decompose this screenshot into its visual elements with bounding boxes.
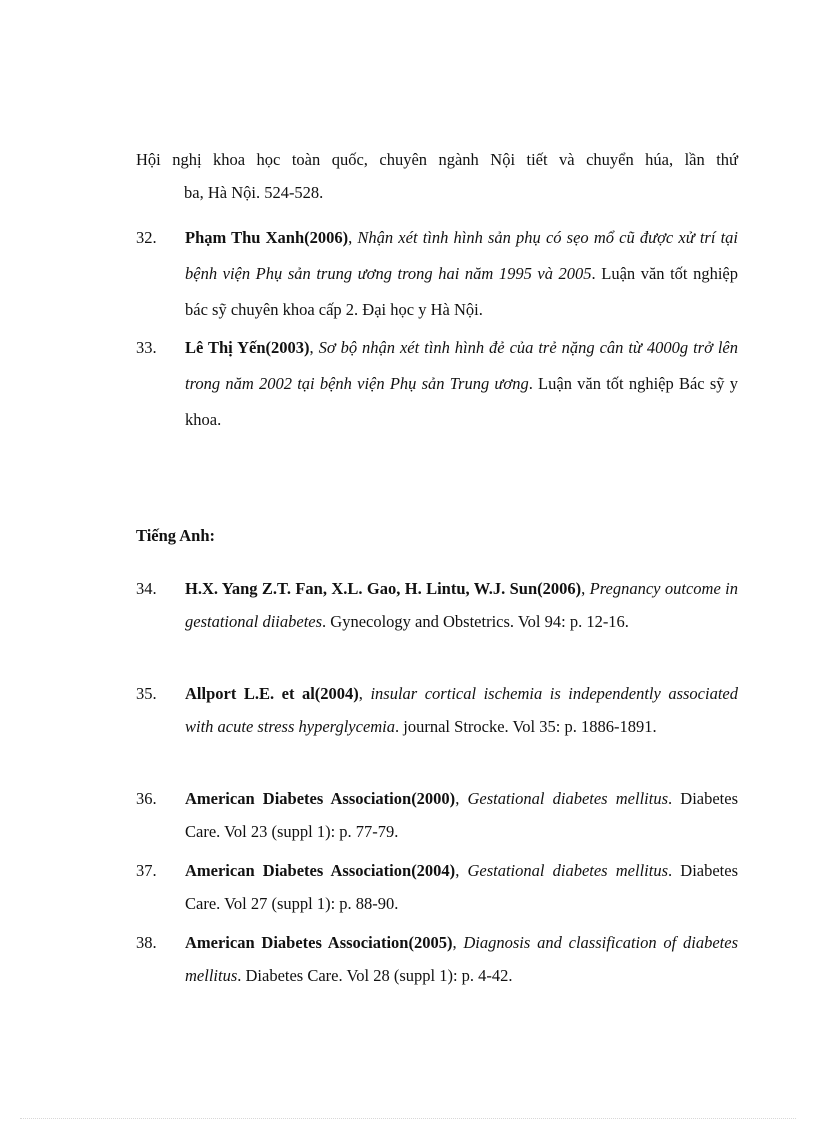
reference-title: Nhận xét tình hình sản phụ có sẹo mổ cũ được xử trí tại bệnh viện Phụ sản trung ương trong hai năm 1995 và 2005 [185,228,739,283]
reference-details: . Gynecology and Obstetrics. Vol 94: p. 12-16. [322,611,629,631]
continued-reference-line-2: ba, Hà Nội. 524-528. [184,183,324,202]
reference-separator: , [348,228,353,247]
reference-details: . Luận văn tốt nghiệp bác sỹ chuyên khoa cấp 2. Đại học y Hà Nội. [185,264,738,319]
reference-authors: American Diabetes Association(2004) [185,861,456,880]
reference-text [185,220,738,328]
reference-number: 32. [136,228,157,247]
reference-title: Sơ bộ nhận xét tình hình đẻ của trẻ nặng cân từ 4000g trở lên trong năm 2002 tại bệnh viện Phụ sản Trung ương [185,338,738,393]
reference-title: Gestational diabetes mellitus [467,861,668,880]
reference-number: 37. [136,861,157,880]
reference-details: . Diabetes Care. Vol 23 (suppl 1): p. 77-79. [185,789,738,841]
reference-title: Gestational diabetes mellitus [467,789,668,808]
reference-authors: American Diabetes Association(2005) [185,933,453,952]
reference-text [185,927,738,992]
reference-number: 33. [136,338,157,357]
reference-text [185,783,738,848]
continued-reference [136,143,738,209]
reference-item [136,783,738,848]
reference-separator: , [452,933,457,952]
page-bottom-divider [20,1118,796,1119]
section-heading: Tiếng Anh: [136,526,216,545]
reference-number: 36. [136,789,157,808]
reference-details: . journal Strocke. Vol 35: p. 1886-1891. [395,716,657,736]
reference-details: . Luận văn tốt nghiệp Bác sỹ y khoa. [185,374,738,429]
reference-separator: , [358,684,363,703]
reference-item [136,330,738,438]
reference-text [185,678,738,743]
reference-item [136,573,738,638]
reference-authors: H.X. Yang Z.T. Fan, X.L. Gao, H. Lintu, W.J. Sun(2006) [185,579,582,598]
continued-reference-line-1: Hội nghị khoa học toàn quốc, chuyên ngành Nội tiết và chuyển húa, lần thứ [136,150,738,169]
reference-separator: , [455,789,460,808]
reference-text [185,573,738,638]
reference-separator: , [581,579,586,598]
reference-details: . Diabetes Care. Vol 27 (suppl 1): p. 88-90. [185,861,738,913]
reference-text [185,855,738,920]
reference-title: Diagnosis and classification of diabetes mellitus [185,933,739,985]
reference-separator: , [309,338,314,357]
reference-title: insular cortical ischemia is independently associated with acute stress hyperglycemia [185,684,739,736]
reference-separator: , [455,861,460,880]
reference-authors: American Diabetes Association(2000) [185,789,456,808]
reference-item [136,220,738,328]
reference-number: 34. [136,579,157,598]
reference-authors: Phạm Thu Xanh(2006) [185,228,349,247]
reference-text [185,330,738,438]
reference-authors: Allport L.E. et al(2004) [185,684,359,703]
reference-item [136,927,738,992]
reference-title: Pregnancy outcome in gestational diiabetes [185,579,738,631]
reference-item [136,678,738,743]
reference-number: 35. [136,684,157,703]
reference-details: . Diabetes Care. Vol 28 (suppl 1): p. 4-42. [237,965,513,985]
reference-item [136,855,738,920]
reference-number: 38. [136,933,157,952]
reference-authors: Lê Thị Yến(2003) [185,338,310,357]
